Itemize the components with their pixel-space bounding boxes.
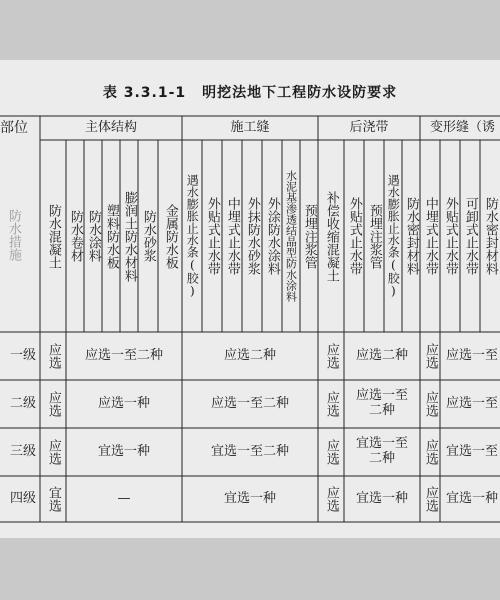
- row-post-first: 应选: [323, 439, 339, 465]
- row-deform-first: 应选: [422, 486, 438, 512]
- measure-header: 外贴式止水带: [346, 197, 362, 275]
- row-deform-other: 应选一至: [446, 395, 499, 411]
- measure-header: 遇水膨胀止水条(胶): [386, 174, 401, 298]
- group-header-deform: 变形缝（诱: [430, 119, 496, 135]
- measure-header: 补偿收缩混凝土: [323, 190, 339, 282]
- row-post-first: 应选: [323, 391, 339, 417]
- row-post-first: 应选: [323, 486, 339, 512]
- row-post-first: 应选: [323, 343, 339, 369]
- row-main-other: 应选一种: [97, 395, 150, 411]
- measure-header: 外抹防水砂浆: [244, 197, 260, 275]
- row-main-other: 应选一至二种: [84, 347, 163, 363]
- measure-header: 预埋注浆管: [301, 203, 317, 269]
- row-post-other: 宜选一种: [355, 490, 408, 506]
- measure-header: 塑料防水板: [103, 203, 119, 269]
- row-post-other: 应选一至二种: [355, 388, 408, 418]
- group-header-post: 后浇带: [349, 119, 389, 135]
- row-concrete: 宜选: [45, 486, 61, 512]
- row-deform-first: 应选: [422, 391, 438, 417]
- measure-header: 中埋式止水带: [224, 197, 240, 275]
- row-post-other: 宜选一至二种: [355, 436, 408, 466]
- row-level: 一级: [9, 347, 36, 363]
- measure-header: 防水密封材料: [403, 197, 419, 275]
- row-deform-other: 宜选一种: [446, 490, 499, 506]
- table-title: 明挖法地下工程防水设防要求: [202, 85, 398, 101]
- row-main-other: —: [117, 490, 131, 506]
- measure-header: 中埋式止水带: [422, 197, 438, 275]
- row-concrete: 应选: [45, 439, 61, 465]
- measure-header: 外涂防水涂料: [264, 197, 280, 275]
- row-main-other: 宜选一种: [97, 443, 150, 459]
- measure-header: 膨润土防水材料: [121, 190, 137, 282]
- row-concrete: 应选: [45, 343, 61, 369]
- table-number: 表 3.3.1-1: [102, 85, 187, 101]
- row-deform-other: 宜选一至: [446, 443, 499, 459]
- row-joint: 应选二种: [223, 347, 276, 363]
- measure-header: 防水混凝土: [45, 203, 61, 269]
- row-concrete: 应选: [45, 391, 61, 417]
- row-joint: 应选一至二种: [210, 395, 289, 411]
- measure-header: 防水密封材料: [482, 197, 498, 275]
- corner-partial-label: 防水措施: [5, 209, 21, 261]
- measure-header: 水泥基渗透结晶型防水涂料: [284, 170, 298, 302]
- row-joint: 宜选一种: [223, 490, 276, 506]
- measure-header: 防水砂浆: [140, 210, 156, 262]
- row-post-other: 应选二种: [355, 347, 408, 363]
- row-level: 二级: [9, 395, 36, 411]
- measure-header: 外贴式止水带: [442, 197, 458, 275]
- row-level: 三级: [9, 443, 36, 459]
- row-level: 四级: [9, 490, 36, 506]
- measure-header: 防水涂料: [85, 210, 101, 262]
- measure-header: 金属防水板: [162, 203, 178, 269]
- row-deform-other: 应选一至: [446, 347, 499, 363]
- measure-header: 遇水膨胀止水条(胶): [185, 174, 200, 298]
- row-deform-first: 应选: [422, 439, 438, 465]
- measure-header: 可卸式止水带: [462, 197, 478, 275]
- group-header-joint: 施工缝: [230, 119, 270, 135]
- group-header-main: 主体结构: [84, 119, 137, 135]
- measure-header: 预埋注浆管: [366, 203, 382, 269]
- measure-header: 外贴式止水带: [204, 197, 220, 275]
- row-deform-first: 应选: [422, 343, 438, 369]
- document-page: [0, 60, 500, 538]
- corner-label: 部位: [0, 119, 28, 136]
- row-joint: 宜选一至二种: [210, 443, 289, 459]
- measure-header: 防水卷材: [67, 210, 83, 262]
